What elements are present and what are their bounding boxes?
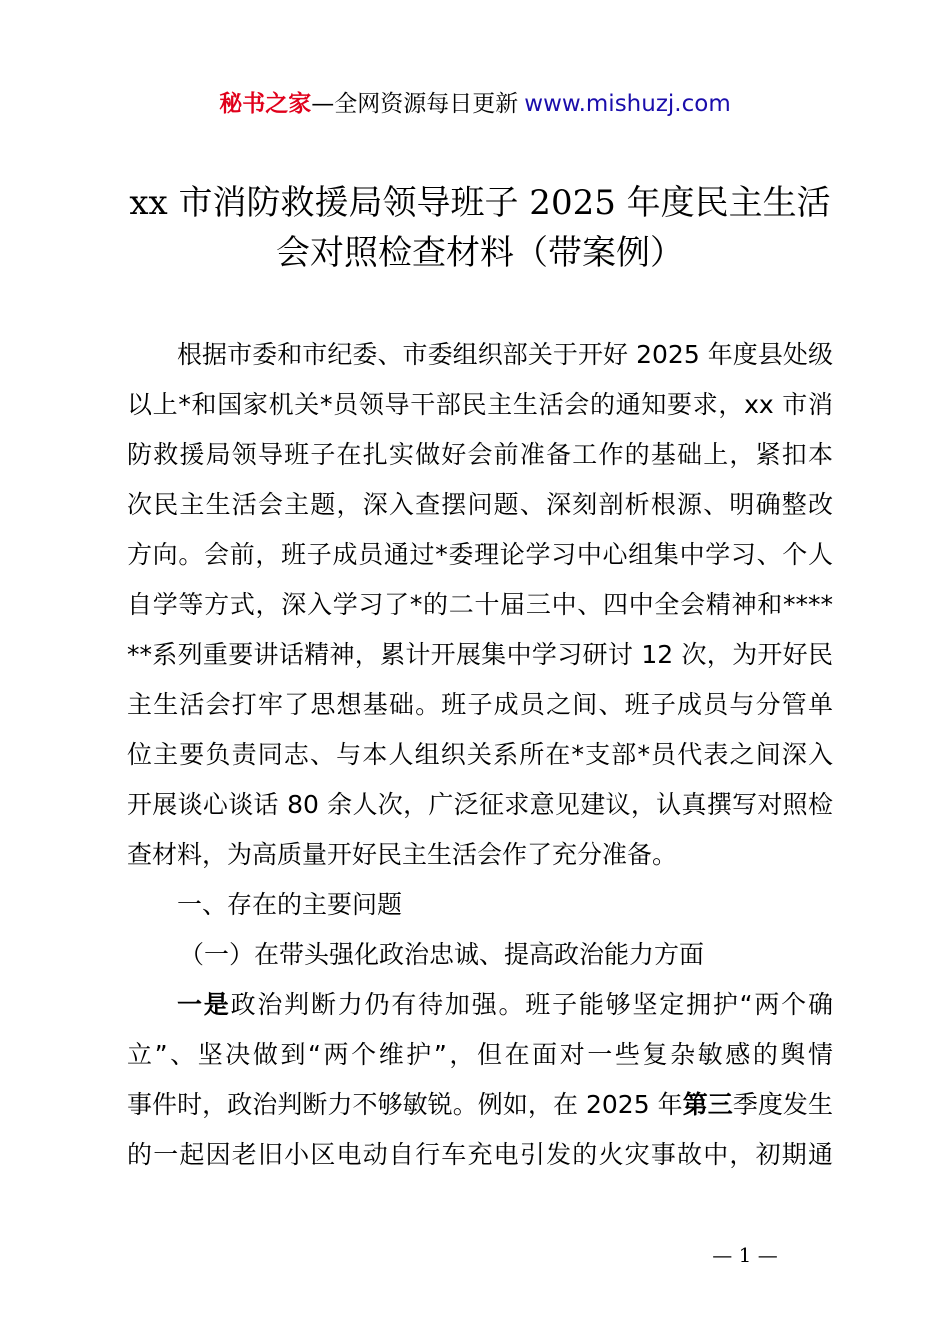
paragraph-1-line: 方向。会前，班子成员通过*委理论学习中心组集中学习、个人 — [127, 540, 833, 569]
paragraph-2-line-3 — [127, 1080, 833, 1130]
paragraph-1-line: 次民主生活会主题，深入查摆问题、深刻剖析根源、明确整改 — [127, 490, 833, 519]
paragraph-2-line-2: 立”、坚决做到“两个维护”，但在面对一些复杂敏感的舆情 — [127, 1040, 833, 1069]
lead-bold: 一是 — [177, 990, 231, 1019]
title-line-2: 会对照检查材料（带案例） — [276, 233, 684, 273]
paragraph-2-line-1 — [127, 980, 833, 1030]
page-number: — 1 — — [712, 1243, 778, 1267]
title-line-1: xx 市消防救援局领导班子 2025 年度民主生活 — [129, 183, 831, 223]
document-body — [127, 330, 833, 1180]
header-slogan: 全网资源每日更新 — [334, 91, 519, 117]
header-dash: — — [311, 91, 335, 117]
inline-bold: 第三 — [682, 1090, 733, 1119]
paragraph-1-line: 查材料，为高质量开好民主生活会作了充分准备。 — [127, 840, 678, 869]
brand-name: 秘书之家 — [219, 91, 312, 117]
document-title — [120, 178, 840, 278]
section-subheading: （一）在带头强化政治忠诚、提高政治能力方面 — [179, 940, 705, 969]
section-heading: 一、存在的主要问题 — [177, 890, 403, 919]
paragraph-2-line-3-rest: 季度发生 — [732, 1090, 833, 1119]
site-header — [0, 88, 950, 120]
paragraph-1-line: 以上*和国家机关*员领导干部民主生活会的通知要求，xx 市消 — [127, 390, 833, 419]
paragraph-1-line: 位主要负责同志、与本人组织关系所在*支部*员代表之间深入 — [127, 740, 833, 769]
paragraph-1-line: 开展谈心谈话 80 余人次，广泛征求意见建议，认真撰写对照检 — [127, 790, 833, 819]
paragraph-2-line-4: 的一起因老旧小区电动自行车充电引发的火灾事故中，初期通 — [127, 1140, 833, 1169]
paragraph-1-line: 防救援局领导班子在扎实做好会前准备工作的基础上，紧扣本 — [127, 440, 833, 469]
paragraph-2-line-3-text: 事件时，政治判断力不够敏锐。例如，在 2025 年 — [127, 1090, 683, 1119]
paragraph-2-line-1-text: 政治判断力仍有待加强。班子能够坚定拥护“两个确 — [230, 990, 833, 1019]
paragraph-1-line: 主生活会打牢了思想基础。班子成员之间、班子成员与分管单 — [127, 690, 833, 719]
paragraph-1-line: 根据市委和市纪委、市委组织部关于开好 2025 年度县处级 — [177, 340, 833, 369]
paragraph-1-line: 自学等方式，深入学习了*的二十届三中、四中全会精神和**** — [127, 590, 833, 619]
paragraph-1-line: **系列重要讲话精神，累计开展集中学习研讨 12 次，为开好民 — [127, 640, 833, 669]
site-url-link[interactable]: www.mishuzj.com — [524, 91, 731, 117]
